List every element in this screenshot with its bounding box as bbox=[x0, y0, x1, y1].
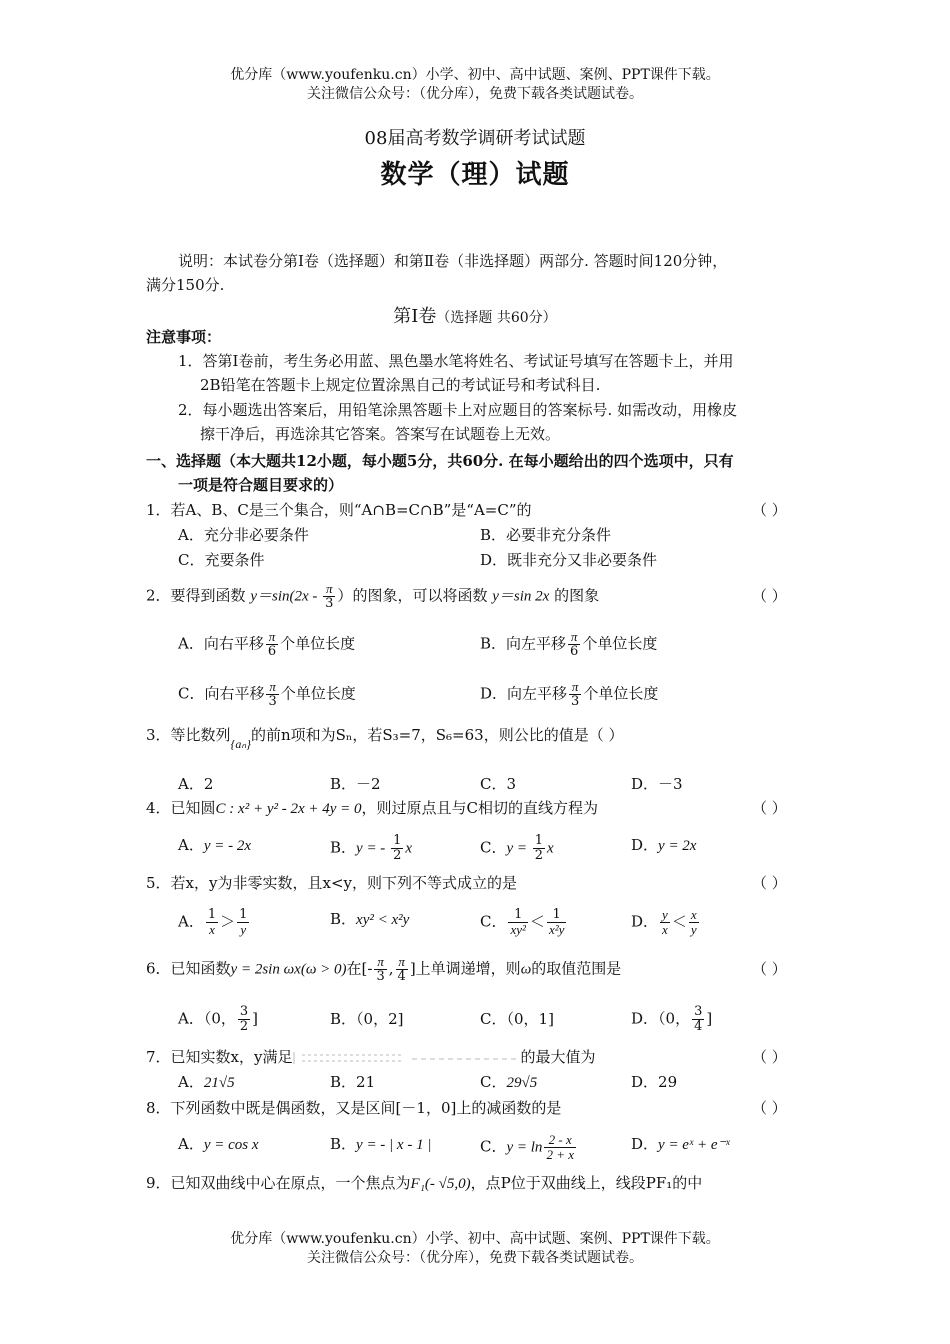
q5-c-den1: xy² bbox=[510, 922, 526, 937]
q5-a-num2: 1 bbox=[239, 907, 248, 922]
q7-option-b: B．21 bbox=[330, 1073, 376, 1091]
q8-a-eq: y = cos x bbox=[203, 1137, 259, 1153]
q8-c-frac bbox=[544, 1133, 576, 1162]
q2-d-den: 3 bbox=[571, 694, 580, 709]
q4-b-label: B． bbox=[330, 838, 357, 857]
q6-a-label: A．（0， bbox=[178, 1009, 236, 1028]
q5-b-eq: xy² < x²y bbox=[356, 912, 410, 928]
q7-constraint-image bbox=[292, 1050, 520, 1066]
q4-post: ，则过原点且与C相切的直线方程为 bbox=[361, 799, 599, 817]
q5-d-label: D． bbox=[631, 912, 659, 931]
q5-d-num2: x bbox=[690, 907, 697, 922]
q2-option-c bbox=[178, 680, 356, 709]
header-line-1: 优分库（www.youfenku.cn）小学、初中、高中试题、案例、PPT课件下载。 bbox=[230, 67, 720, 83]
q3-option-d: D．－3 bbox=[631, 775, 683, 793]
q8-stem: 8．下列函数中既是偶函数，又是区间[－1，0]上的减函数的是 bbox=[146, 1099, 562, 1117]
q2-d-num: π bbox=[569, 680, 581, 695]
q6-option-c: C．（0，1] bbox=[480, 1010, 554, 1028]
q1-answer-blank: （ ） bbox=[752, 501, 787, 519]
q2-b-unit: 个单位长度 bbox=[582, 634, 658, 653]
q9-stem bbox=[146, 1172, 702, 1195]
q5-d-num1: y bbox=[662, 907, 668, 922]
q4-circle: C : x² + y² - 2x + 4y = 0 bbox=[215, 801, 362, 817]
q2-option-b bbox=[480, 630, 657, 659]
q5-c-frac1 bbox=[508, 908, 527, 937]
q2-a-label: A．向右平移 bbox=[178, 634, 264, 653]
q6-frac1-num: π bbox=[374, 955, 386, 970]
q5-c-label: C． bbox=[480, 912, 507, 931]
q5-a-label: A． bbox=[178, 912, 204, 931]
q8-b-eq: y = - | x - 1 | bbox=[356, 1137, 432, 1153]
q2-func2: y＝sin 2x bbox=[492, 588, 550, 605]
q9-prefix: 9．已知双曲线中心在原点，一个焦点为 bbox=[146, 1174, 411, 1192]
q8-c-num: 2 - x bbox=[544, 1133, 576, 1148]
q4-c-eq: y = bbox=[506, 840, 531, 857]
q5-option-b bbox=[330, 908, 409, 931]
q8-d-eq: y = eˣ + e⁻ˣ bbox=[658, 1137, 730, 1153]
q4-c-x: x bbox=[547, 840, 554, 857]
q2-frac-num: π bbox=[323, 582, 335, 597]
q8-c-den: 2 + x bbox=[546, 1147, 574, 1162]
q5-a-frac2 bbox=[237, 908, 249, 937]
q4-stem bbox=[146, 797, 598, 820]
q4-option-c bbox=[480, 834, 554, 863]
q2-prefix: 2．要得到函数 bbox=[146, 586, 246, 605]
q5-a-den1: x bbox=[209, 922, 215, 937]
q2-c-unit: 个单位长度 bbox=[280, 684, 356, 703]
q2-b-num: π bbox=[568, 630, 580, 645]
q6-frac2-num: π bbox=[396, 955, 408, 970]
q5-d-den1: x bbox=[662, 922, 668, 937]
q3-option-b: B．－2 bbox=[330, 775, 381, 793]
q6-d-label: D．（0， bbox=[631, 1009, 691, 1028]
q5-d-frac1 bbox=[660, 908, 670, 937]
q3-post: 的前n项和为Sₙ，若S₃=7，S₆=63，则公比的值是（ ） bbox=[250, 726, 624, 744]
q3-option-c: C．3 bbox=[480, 775, 517, 793]
q8-d-label: D． bbox=[631, 1135, 659, 1153]
q4-c-den: 2 bbox=[534, 848, 544, 863]
q2-frac-den: 3 bbox=[325, 596, 334, 611]
q5-c-den2: x²y bbox=[548, 922, 565, 937]
exam-subtitle: 数学（理）试题 bbox=[380, 160, 570, 190]
q5-c-op: ＜ bbox=[529, 912, 545, 931]
exam-title: 08届高考数学调研考试试题 bbox=[364, 128, 586, 149]
q5-c-num2: 1 bbox=[547, 908, 566, 923]
q5-a-frac1 bbox=[206, 908, 218, 937]
q3-prefix: 3．等比数列 bbox=[146, 726, 231, 744]
q2-b-label: B．向左平移 bbox=[480, 634, 567, 653]
intro-line-1: 说明：本试卷分第Ⅰ卷（选择题）和第Ⅱ卷（非选择题）两部分. 答题时间120分钟， bbox=[178, 252, 728, 270]
q7-a-label: A． bbox=[178, 1073, 204, 1091]
q6-option-d bbox=[631, 1005, 712, 1034]
q5-a-den2: y bbox=[240, 922, 247, 937]
q2-c-den: 3 bbox=[268, 694, 277, 709]
q1-stem: 1．若A、B、C是三个集合，则“A∩B=C∩B”是“A=C”的 bbox=[146, 501, 532, 519]
q2-func: y＝sin(2x - bbox=[250, 588, 322, 605]
part1-heading-a: 一、选择题（本大题共12小题，每小题5分，共60分. 在每小题给出的四个选项中，只有 bbox=[146, 452, 734, 470]
q8-c-eq: y = ln bbox=[506, 1139, 543, 1156]
footer-line-1: 优分库（www.youfenku.cn）小学、初中、高中试题、案例、PPT课件下载。 bbox=[230, 1231, 720, 1247]
note-1a: 1．答第Ⅰ卷前，考生务必用蓝、黑色墨水笔将姓名、考试证号填写在答题卡上，并用 bbox=[178, 352, 734, 370]
q7-prefix: 7．已知实数x，y满足 bbox=[146, 1048, 293, 1066]
q6-option-b: B．（0，2] bbox=[330, 1010, 404, 1028]
q4-a-eq: y = - 2x bbox=[203, 838, 252, 854]
section-title bbox=[0, 302, 950, 328]
q5-d-den2: y bbox=[690, 922, 697, 937]
q5-a-num1: 1 bbox=[207, 907, 217, 922]
q9-post: ，点P位于双曲线上，线段PF₁的中 bbox=[470, 1174, 703, 1192]
q7-constraint-graphic bbox=[292, 1050, 520, 1066]
q4-c-label: C． bbox=[480, 838, 507, 857]
q2-answer-blank: （ ） bbox=[752, 587, 787, 605]
q2-stem bbox=[146, 582, 599, 611]
q2-mid: 的图象，可以将函数 bbox=[352, 586, 488, 605]
q6-frac1-den: 3 bbox=[376, 969, 385, 984]
q1-option-d: D．既非充分又非必要条件 bbox=[480, 551, 658, 569]
q6-post: 上单调递增，则 bbox=[415, 959, 521, 978]
q6-a-den: 2 bbox=[239, 1019, 249, 1034]
q6-option-a bbox=[178, 1005, 258, 1034]
q3-sequence: {aₙ} bbox=[230, 737, 251, 751]
q8-a-label: A． bbox=[178, 1135, 204, 1153]
q6-frac2 bbox=[396, 955, 408, 984]
q8-option-c bbox=[480, 1133, 578, 1162]
q8-option-b bbox=[330, 1133, 431, 1156]
q8-option-a bbox=[178, 1133, 259, 1156]
q6-a-frac bbox=[238, 1005, 250, 1034]
q4-c-frac bbox=[533, 834, 545, 863]
q2-a-frac bbox=[266, 630, 278, 659]
q2-d-unit: 个单位长度 bbox=[583, 684, 659, 703]
note-2b: 擦干净后，再选涂其它答案。答案写在试题卷上无效。 bbox=[200, 425, 561, 443]
q2-c-num: π bbox=[266, 680, 278, 695]
q6-close: ] bbox=[409, 959, 416, 978]
q2-c-label: C．向右平移 bbox=[178, 684, 265, 703]
q6-frac1 bbox=[374, 955, 386, 984]
q6-a-num: 3 bbox=[239, 1004, 249, 1019]
q8-option-d bbox=[631, 1133, 730, 1156]
q5-option-c bbox=[480, 908, 568, 937]
q8-b-label: B． bbox=[330, 1135, 357, 1153]
q5-stem: 5．若x，y为非零实数，且x<y，则下列不等式成立的是 bbox=[146, 874, 517, 892]
q6-comma: , bbox=[388, 959, 394, 978]
q6-d-num: 3 bbox=[694, 1004, 703, 1019]
q5-a-op: ＞ bbox=[220, 912, 236, 931]
q5-d-frac2 bbox=[689, 908, 699, 937]
q5-option-a bbox=[178, 908, 251, 937]
q2-d-frac bbox=[569, 680, 581, 709]
q4-b-x: x bbox=[405, 840, 413, 857]
q6-a-close: ] bbox=[252, 1009, 259, 1028]
q2-option-d bbox=[480, 680, 658, 709]
q4-prefix: 4．已知圆 bbox=[146, 799, 216, 817]
q6-stem bbox=[146, 955, 621, 984]
q1-option-c: C．充要条件 bbox=[178, 551, 265, 569]
q5-c-num1: 1 bbox=[508, 908, 527, 923]
section-note: （选择题 共60分） bbox=[436, 310, 557, 326]
part1-heading-b: 一项是符合题目要求的） bbox=[178, 476, 344, 494]
q4-option-d bbox=[631, 834, 696, 857]
q2-b-frac bbox=[568, 630, 580, 659]
q3-stem bbox=[146, 724, 623, 755]
q6-frac2-den: 4 bbox=[397, 969, 406, 984]
notes-heading: 注意事项： bbox=[146, 328, 222, 346]
q7-option-c bbox=[480, 1071, 537, 1094]
q4-b-den: 2 bbox=[393, 848, 402, 863]
q7-post: 的最大值为 bbox=[520, 1048, 596, 1066]
q7-a-value: 21√5 bbox=[203, 1075, 235, 1091]
q6-prefix: 6．已知函数 bbox=[146, 959, 231, 978]
q5-d-op: ＜ bbox=[671, 912, 687, 931]
q3-option-a: A．2 bbox=[178, 775, 214, 793]
q6-func: y = 2sin ωx(ω > 0) bbox=[230, 961, 347, 978]
q5-option-d bbox=[631, 908, 701, 937]
footer-line-2: 关注微信公众号：（优分库），免费下载各类试题试卷。 bbox=[307, 1250, 643, 1266]
q4-answer-blank: （ ） bbox=[752, 799, 787, 817]
q4-b-eq: y = - bbox=[356, 840, 390, 857]
header-line-2: 关注微信公众号：（优分库），免费下载各类试题试卷。 bbox=[307, 86, 643, 102]
q4-d-label: D． bbox=[631, 836, 659, 854]
q6-answer-blank: （ ） bbox=[752, 960, 787, 978]
q8-c-label: C． bbox=[480, 1137, 507, 1156]
q4-option-a bbox=[178, 834, 251, 857]
q6-in: 在[- bbox=[346, 959, 373, 978]
q2-post: 的图象 bbox=[554, 586, 600, 605]
q2-b-den: 6 bbox=[570, 644, 579, 659]
q7-stem bbox=[146, 1046, 596, 1068]
q9-focus: F₁(- √5,0) bbox=[410, 1176, 471, 1192]
q4-d-eq: y = 2x bbox=[658, 838, 697, 854]
q7-option-d: D．29 bbox=[631, 1073, 678, 1091]
q2-func-end: ） bbox=[337, 586, 353, 605]
q2-frac bbox=[323, 582, 335, 611]
q2-a-den: 6 bbox=[267, 644, 277, 659]
section-name: 第Ⅰ卷 bbox=[393, 306, 437, 327]
q6-d-close: ] bbox=[706, 1009, 713, 1028]
q2-a-num: π bbox=[266, 630, 278, 645]
q4-b-frac bbox=[391, 834, 403, 863]
q6-d-frac bbox=[692, 1005, 704, 1034]
q7-c-label: C． bbox=[480, 1073, 507, 1091]
q7-c-value: 29√5 bbox=[506, 1075, 538, 1091]
q5-b-label: B． bbox=[330, 910, 357, 928]
q5-answer-blank: （ ） bbox=[752, 874, 787, 892]
q6-d-den: 4 bbox=[694, 1019, 703, 1034]
q4-option-b bbox=[330, 834, 412, 863]
q6-omega: ω bbox=[520, 961, 532, 978]
q1-option-b: B．必要非充分条件 bbox=[480, 526, 612, 544]
intro-line-2: 满分150分. bbox=[146, 276, 225, 294]
q5-c-frac2 bbox=[547, 908, 566, 937]
q2-option-a bbox=[178, 630, 355, 659]
q1-option-a: A．充分非必要条件 bbox=[178, 526, 309, 544]
q4-c-num: 1 bbox=[534, 833, 544, 848]
q8-answer-blank: （ ） bbox=[752, 1099, 787, 1117]
q2-c-frac bbox=[266, 680, 278, 709]
note-2a: 2．每小题选出答案后，用铅笔涂黑答题卡上对应题目的答案标号. 如需改动，用橡皮 bbox=[178, 401, 738, 419]
q6-post2: 的取值范围是 bbox=[531, 959, 622, 978]
note-1b: 2B铅笔在答题卡上规定位置涂黑自己的考试证号和考试科目. bbox=[200, 376, 601, 394]
q7-answer-blank: （ ） bbox=[752, 1048, 787, 1066]
q2-d-label: D．向左平移 bbox=[480, 684, 568, 703]
q4-b-num: 1 bbox=[393, 833, 402, 848]
q4-a-label: A． bbox=[178, 836, 204, 854]
q2-a-unit: 个单位长度 bbox=[280, 634, 356, 653]
q7-option-a bbox=[178, 1071, 235, 1094]
